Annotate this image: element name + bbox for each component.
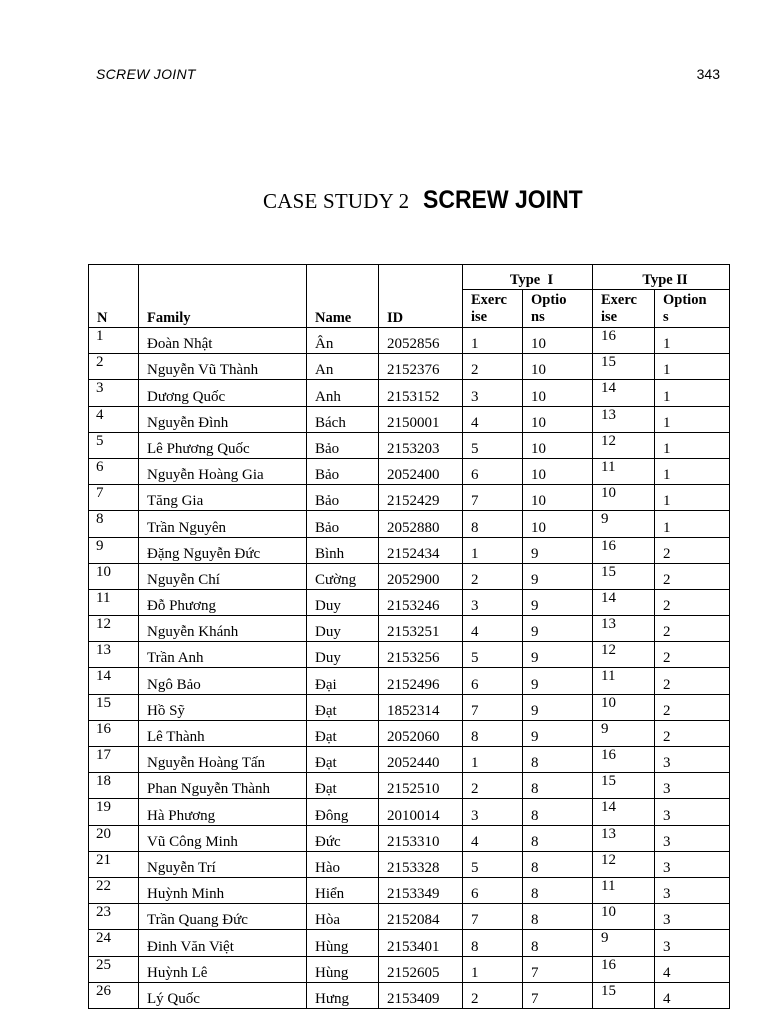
cell-name: Ân [307,328,379,354]
cell-options-type-1: 8 [523,930,593,956]
cell-options-type-2: 3 [655,851,730,877]
cell-name: Bảo [307,485,379,511]
cell-options-type-1: 9 [523,694,593,720]
cell-exercise-type-1: 1 [463,747,523,773]
cell-options-type-1: 8 [523,747,593,773]
cell-n: 8 [89,511,139,537]
cell-options-type-1: 8 [523,877,593,903]
cell-id: 2153310 [379,825,463,851]
cell-family: Hà Phương [139,799,307,825]
cell-n: 1 [89,328,139,354]
cell-name: Bách [307,406,379,432]
table-row [89,747,730,773]
cell-id: 2153203 [379,432,463,458]
cell-name: Hòa [307,904,379,930]
cell-exercise-type-1: 1 [463,328,523,354]
cell-id: 2052400 [379,458,463,484]
header-line: Exerc [471,292,507,308]
cell-name: Bảo [307,511,379,537]
cell-n: 7 [89,485,139,511]
cell-exercise-type-2: 16 [593,747,655,773]
cell-id: 2152376 [379,354,463,380]
table-row [89,380,730,406]
cell-exercise-type-2: 16 [593,537,655,563]
cell-id: 2153409 [379,982,463,1008]
cell-n: 24 [89,930,139,956]
cell-options-type-1: 7 [523,982,593,1008]
cell-options-type-2: 2 [655,537,730,563]
cell-family: Nguyễn Khánh [139,616,307,642]
cell-name: Đạt [307,747,379,773]
cell-id: 2152510 [379,773,463,799]
cell-exercise-type-1: 6 [463,458,523,484]
cell-name: Hưng [307,982,379,1008]
cell-exercise-type-1: 5 [463,642,523,668]
cell-exercise-type-1: 1 [463,537,523,563]
cell-id: 2153401 [379,930,463,956]
cell-name: Đông [307,799,379,825]
cell-exercise-type-1: 4 [463,406,523,432]
header-line: ns [531,309,545,325]
cell-family: Lê Thành [139,720,307,746]
cell-name: Đạt [307,773,379,799]
cell-family: Vũ Công Minh [139,825,307,851]
table-row [89,720,730,746]
cell-n: 26 [89,982,139,1008]
cell-exercise-type-1: 2 [463,354,523,380]
cell-n: 22 [89,877,139,903]
student-assignment-table [88,264,730,1009]
cell-options-type-2: 1 [655,458,730,484]
cell-n: 23 [89,904,139,930]
column-header-exercise-type-2 [593,290,655,328]
table-row [89,642,730,668]
cell-family: Ngô Bảo [139,668,307,694]
cell-id: 2152429 [379,485,463,511]
cell-options-type-2: 3 [655,904,730,930]
table-row [89,485,730,511]
cell-name: An [307,354,379,380]
cell-exercise-type-1: 6 [463,877,523,903]
cell-n: 6 [89,458,139,484]
cell-id: 2153251 [379,616,463,642]
cell-exercise-type-1: 5 [463,432,523,458]
cell-exercise-type-2: 14 [593,589,655,615]
cell-options-type-1: 10 [523,458,593,484]
cell-exercise-type-1: 3 [463,589,523,615]
table-row [89,668,730,694]
cell-name: Hiển [307,877,379,903]
cell-options-type-1: 9 [523,589,593,615]
cell-options-type-2: 2 [655,616,730,642]
cell-exercise-type-1: 3 [463,380,523,406]
cell-options-type-1: 10 [523,485,593,511]
cell-options-type-2: 4 [655,956,730,982]
cell-options-type-2: 3 [655,877,730,903]
cell-exercise-type-1: 8 [463,930,523,956]
cell-family: Huỳnh Minh [139,877,307,903]
cell-name: Bảo [307,432,379,458]
cell-id: 2052856 [379,328,463,354]
cell-exercise-type-1: 8 [463,720,523,746]
page-title [0,186,768,215]
cell-family: Đặng Nguyễn Đức [139,537,307,563]
cell-exercise-type-2: 13 [593,616,655,642]
cell-family: Nguyễn Hoàng Gia [139,458,307,484]
cell-family: Lý Quốc [139,982,307,1008]
cell-options-type-2: 1 [655,432,730,458]
table-row [89,956,730,982]
cell-options-type-1: 8 [523,773,593,799]
table-row [89,825,730,851]
cell-family: Phan Nguyễn Thành [139,773,307,799]
table-row [89,930,730,956]
column-header-name: Name [307,265,379,328]
header-line: Optio [531,292,567,308]
cell-exercise-type-1: 2 [463,773,523,799]
cell-options-type-2: 4 [655,982,730,1008]
cell-options-type-1: 10 [523,354,593,380]
cell-exercise-type-2: 15 [593,563,655,589]
cell-options-type-1: 9 [523,563,593,589]
cell-exercise-type-1: 7 [463,485,523,511]
table-row [89,799,730,825]
cell-name: Hùng [307,956,379,982]
cell-options-type-1: 10 [523,406,593,432]
cell-name: Hùng [307,930,379,956]
column-header-options-type-1 [523,290,593,328]
cell-options-type-2: 2 [655,720,730,746]
header-line: ise [471,309,488,325]
table-row [89,458,730,484]
cell-id: 2153246 [379,589,463,615]
case-study-label: CASE STUDY 2 [263,189,410,213]
cell-family: Nguyễn Trí [139,851,307,877]
cell-n: 10 [89,563,139,589]
cell-n: 25 [89,956,139,982]
cell-options-type-2: 3 [655,930,730,956]
cell-exercise-type-2: 11 [593,458,655,484]
cell-exercise-type-1: 7 [463,694,523,720]
cell-name: Cường [307,563,379,589]
cell-family: Hồ Sỹ [139,694,307,720]
cell-family: Đoàn Nhật [139,328,307,354]
column-header-family: Family [139,265,307,328]
cell-n: 2 [89,354,139,380]
cell-id: 2052060 [379,720,463,746]
cell-exercise-type-2: 12 [593,851,655,877]
cell-family: Đinh Văn Việt [139,930,307,956]
cell-family: Dương Quốc [139,380,307,406]
cell-name: Duy [307,642,379,668]
table-row [89,694,730,720]
cell-name: Hào [307,851,379,877]
cell-id: 2153328 [379,851,463,877]
cell-options-type-1: 7 [523,956,593,982]
cell-exercise-type-2: 11 [593,877,655,903]
cell-exercise-type-1: 1 [463,956,523,982]
cell-exercise-type-2: 12 [593,642,655,668]
cell-options-type-1: 8 [523,799,593,825]
cell-id: 2153152 [379,380,463,406]
cell-id: 2052880 [379,511,463,537]
cell-options-type-1: 9 [523,668,593,694]
table-body [89,328,730,1009]
cell-n: 21 [89,851,139,877]
cell-name: Đại [307,668,379,694]
cell-family: Nguyễn Vũ Thành [139,354,307,380]
cell-exercise-type-1: 4 [463,616,523,642]
cell-exercise-type-2: 16 [593,328,655,354]
cell-family: Tăng Gia [139,485,307,511]
cell-id: 2010014 [379,799,463,825]
cell-id: 2152084 [379,904,463,930]
cell-exercise-type-2: 10 [593,485,655,511]
cell-n: 4 [89,406,139,432]
column-header-options-type-2 [655,290,730,328]
cell-exercise-type-2: 13 [593,406,655,432]
table-row [89,982,730,1008]
cell-family: Trần Nguyên [139,511,307,537]
cell-id: 1852314 [379,694,463,720]
page-number: 343 [696,66,720,82]
cell-options-type-2: 2 [655,642,730,668]
table-row [89,904,730,930]
cell-exercise-type-1: 8 [463,511,523,537]
cell-options-type-1: 9 [523,720,593,746]
cell-id: 2052900 [379,563,463,589]
cell-options-type-1: 8 [523,904,593,930]
cell-options-type-2: 3 [655,747,730,773]
cell-options-type-1: 9 [523,642,593,668]
cell-exercise-type-2: 15 [593,982,655,1008]
cell-name: Duy [307,589,379,615]
cell-exercise-type-2: 13 [593,825,655,851]
case-study-title: SCREW JOINT [423,186,584,214]
column-group-type-1: Type I [463,265,593,290]
cell-n: 18 [89,773,139,799]
cell-n: 19 [89,799,139,825]
cell-n: 13 [89,642,139,668]
cell-options-type-2: 2 [655,589,730,615]
cell-family: Trần Anh [139,642,307,668]
cell-exercise-type-2: 10 [593,904,655,930]
cell-n: 17 [89,747,139,773]
cell-n: 11 [89,589,139,615]
cell-options-type-1: 9 [523,616,593,642]
cell-name: Đức [307,825,379,851]
cell-exercise-type-1: 5 [463,851,523,877]
cell-options-type-2: 1 [655,354,730,380]
cell-options-type-2: 1 [655,328,730,354]
cell-exercise-type-2: 9 [593,720,655,746]
cell-id: 2152434 [379,537,463,563]
column-header-exercise-type-1 [463,290,523,328]
table-row [89,877,730,903]
cell-n: 14 [89,668,139,694]
cell-id: 2152496 [379,668,463,694]
column-header-id: ID [379,265,463,328]
cell-family: Nguyễn Hoàng Tấn [139,747,307,773]
running-header-title: SCREW JOINT [96,66,196,82]
header-line: Exerc [601,292,637,308]
cell-n: 9 [89,537,139,563]
cell-name: Đạt [307,720,379,746]
column-header-n: N [89,265,139,328]
cell-exercise-type-2: 12 [593,432,655,458]
cell-exercise-type-1: 3 [463,799,523,825]
cell-exercise-type-2: 15 [593,773,655,799]
table-row [89,432,730,458]
cell-options-type-2: 1 [655,511,730,537]
cell-options-type-1: 10 [523,328,593,354]
cell-options-type-2: 1 [655,406,730,432]
cell-id: 2152605 [379,956,463,982]
cell-options-type-2: 3 [655,773,730,799]
table-row [89,328,730,354]
cell-exercise-type-1: 7 [463,904,523,930]
cell-exercise-type-2: 15 [593,354,655,380]
header-line: ise [601,309,618,325]
cell-n: 3 [89,380,139,406]
cell-name: Anh [307,380,379,406]
cell-options-type-2: 2 [655,668,730,694]
cell-id: 2052440 [379,747,463,773]
cell-options-type-2: 3 [655,799,730,825]
cell-exercise-type-1: 2 [463,982,523,1008]
cell-id: 2153256 [379,642,463,668]
cell-exercise-type-2: 9 [593,511,655,537]
table-row [89,511,730,537]
cell-options-type-1: 10 [523,511,593,537]
cell-family: Huỳnh Lê [139,956,307,982]
cell-exercise-type-1: 6 [463,668,523,694]
table-row [89,406,730,432]
cell-exercise-type-2: 10 [593,694,655,720]
table-row [89,589,730,615]
table-row [89,563,730,589]
cell-exercise-type-1: 4 [463,825,523,851]
header-line: Option [663,292,707,308]
table-header [89,265,730,328]
cell-n: 16 [89,720,139,746]
cell-exercise-type-2: 11 [593,668,655,694]
cell-n: 12 [89,616,139,642]
cell-options-type-2: 2 [655,563,730,589]
cell-id: 2150001 [379,406,463,432]
cell-options-type-1: 9 [523,537,593,563]
cell-exercise-type-2: 14 [593,380,655,406]
table-row [89,354,730,380]
cell-name: Đạt [307,694,379,720]
cell-options-type-1: 8 [523,851,593,877]
cell-options-type-2: 3 [655,825,730,851]
cell-options-type-2: 1 [655,380,730,406]
cell-n: 20 [89,825,139,851]
cell-family: Trần Quang Đức [139,904,307,930]
cell-name: Bình [307,537,379,563]
cell-name: Bảo [307,458,379,484]
table-row [89,616,730,642]
cell-n: 15 [89,694,139,720]
table-row [89,537,730,563]
table-row [89,773,730,799]
cell-family: Lê Phương Quốc [139,432,307,458]
cell-exercise-type-2: 16 [593,956,655,982]
header-line: s [663,309,669,325]
cell-family: Nguyễn Chí [139,563,307,589]
cell-family: Nguyễn Đình [139,406,307,432]
cell-options-type-2: 2 [655,694,730,720]
cell-options-type-1: 10 [523,380,593,406]
cell-exercise-type-1: 2 [463,563,523,589]
cell-name: Duy [307,616,379,642]
cell-family: Đỗ Phương [139,589,307,615]
cell-id: 2153349 [379,877,463,903]
cell-exercise-type-2: 9 [593,930,655,956]
cell-options-type-2: 1 [655,485,730,511]
column-group-type-2: Type II [593,265,730,290]
cell-options-type-1: 10 [523,432,593,458]
cell-options-type-1: 8 [523,825,593,851]
cell-n: 5 [89,432,139,458]
table-row [89,851,730,877]
cell-exercise-type-2: 14 [593,799,655,825]
